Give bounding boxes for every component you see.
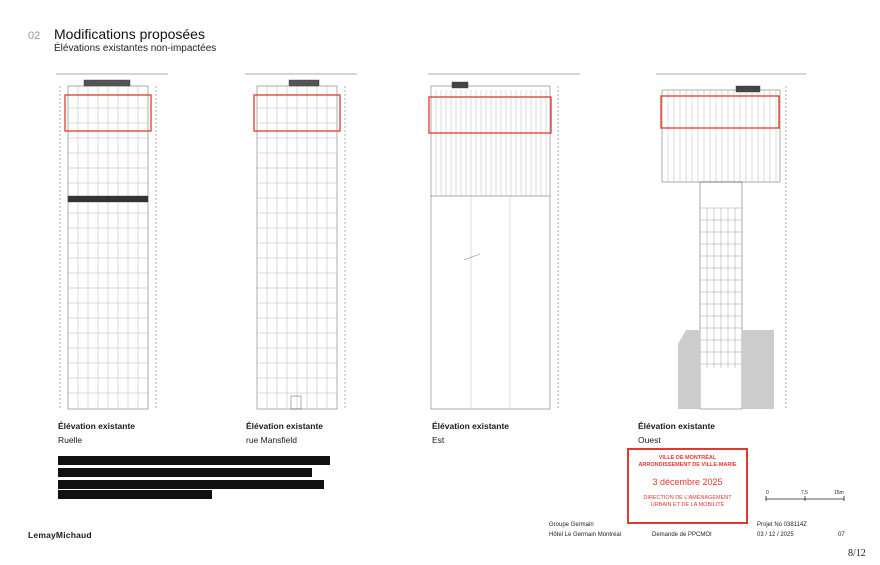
project-number: Projet No 038114Z bbox=[757, 522, 807, 528]
section-number: 02 bbox=[28, 30, 41, 42]
elevation-caption-title: Élévation existante bbox=[638, 421, 716, 431]
page-subtitle: Élévations existantes non-impactées bbox=[54, 43, 217, 54]
brand-logo: LemayMichaud bbox=[28, 530, 92, 540]
client-name: Groupe Germain bbox=[549, 522, 594, 528]
elevation-caption-subtitle: Ruelle bbox=[58, 435, 83, 445]
elevation-caption-title: Élévation existante bbox=[58, 421, 136, 431]
stamp-line2: ARRONDISSEMENT DE VILLE-MARIE bbox=[638, 462, 737, 468]
sheet-number: 07 bbox=[838, 532, 845, 538]
elevation-caption-subtitle: rue Mansfield bbox=[246, 435, 298, 445]
redacted-line bbox=[58, 468, 312, 477]
stamp-line3: DIRECTION DE L'AMÉNAGEMENT bbox=[643, 495, 732, 501]
elevation-drawing-ouest bbox=[656, 68, 806, 413]
page-number: 8/12 bbox=[848, 548, 866, 559]
stamp-line4: URBAIN ET DE LA MOBILITÉ bbox=[650, 502, 725, 508]
scale-label: 15m bbox=[834, 490, 844, 496]
elevation-caption-subtitle: Est bbox=[432, 435, 445, 445]
scale-label: 0 bbox=[766, 490, 769, 496]
elevation-drawing-mansfield bbox=[245, 68, 357, 413]
approval-stamp bbox=[627, 448, 748, 524]
scale-bar bbox=[764, 488, 848, 502]
redacted-line bbox=[58, 490, 212, 499]
elevation-drawing-ruelle bbox=[56, 68, 168, 413]
redacted-line bbox=[58, 456, 330, 465]
elevation-drawing-est bbox=[428, 68, 580, 413]
elevation-caption-title: Élévation existante bbox=[432, 421, 510, 431]
elevation-caption-title: Élévation existante bbox=[246, 421, 324, 431]
elevation-caption-subtitle: Ouest bbox=[638, 435, 661, 445]
project-date: 03 / 12 / 2025 bbox=[757, 532, 794, 538]
scale-label: 7,5 bbox=[801, 490, 808, 496]
stamp-date: 3 décembre 2025 bbox=[652, 477, 723, 487]
project-name: Hôtel Le Germain Montréal bbox=[549, 532, 622, 538]
stamp-line1: VILLE DE MONTRÉAL bbox=[658, 455, 717, 461]
redacted-line bbox=[58, 480, 324, 489]
page-title: Modifications proposées bbox=[54, 26, 205, 42]
request-type: Demande de PPCMOI bbox=[652, 532, 712, 538]
